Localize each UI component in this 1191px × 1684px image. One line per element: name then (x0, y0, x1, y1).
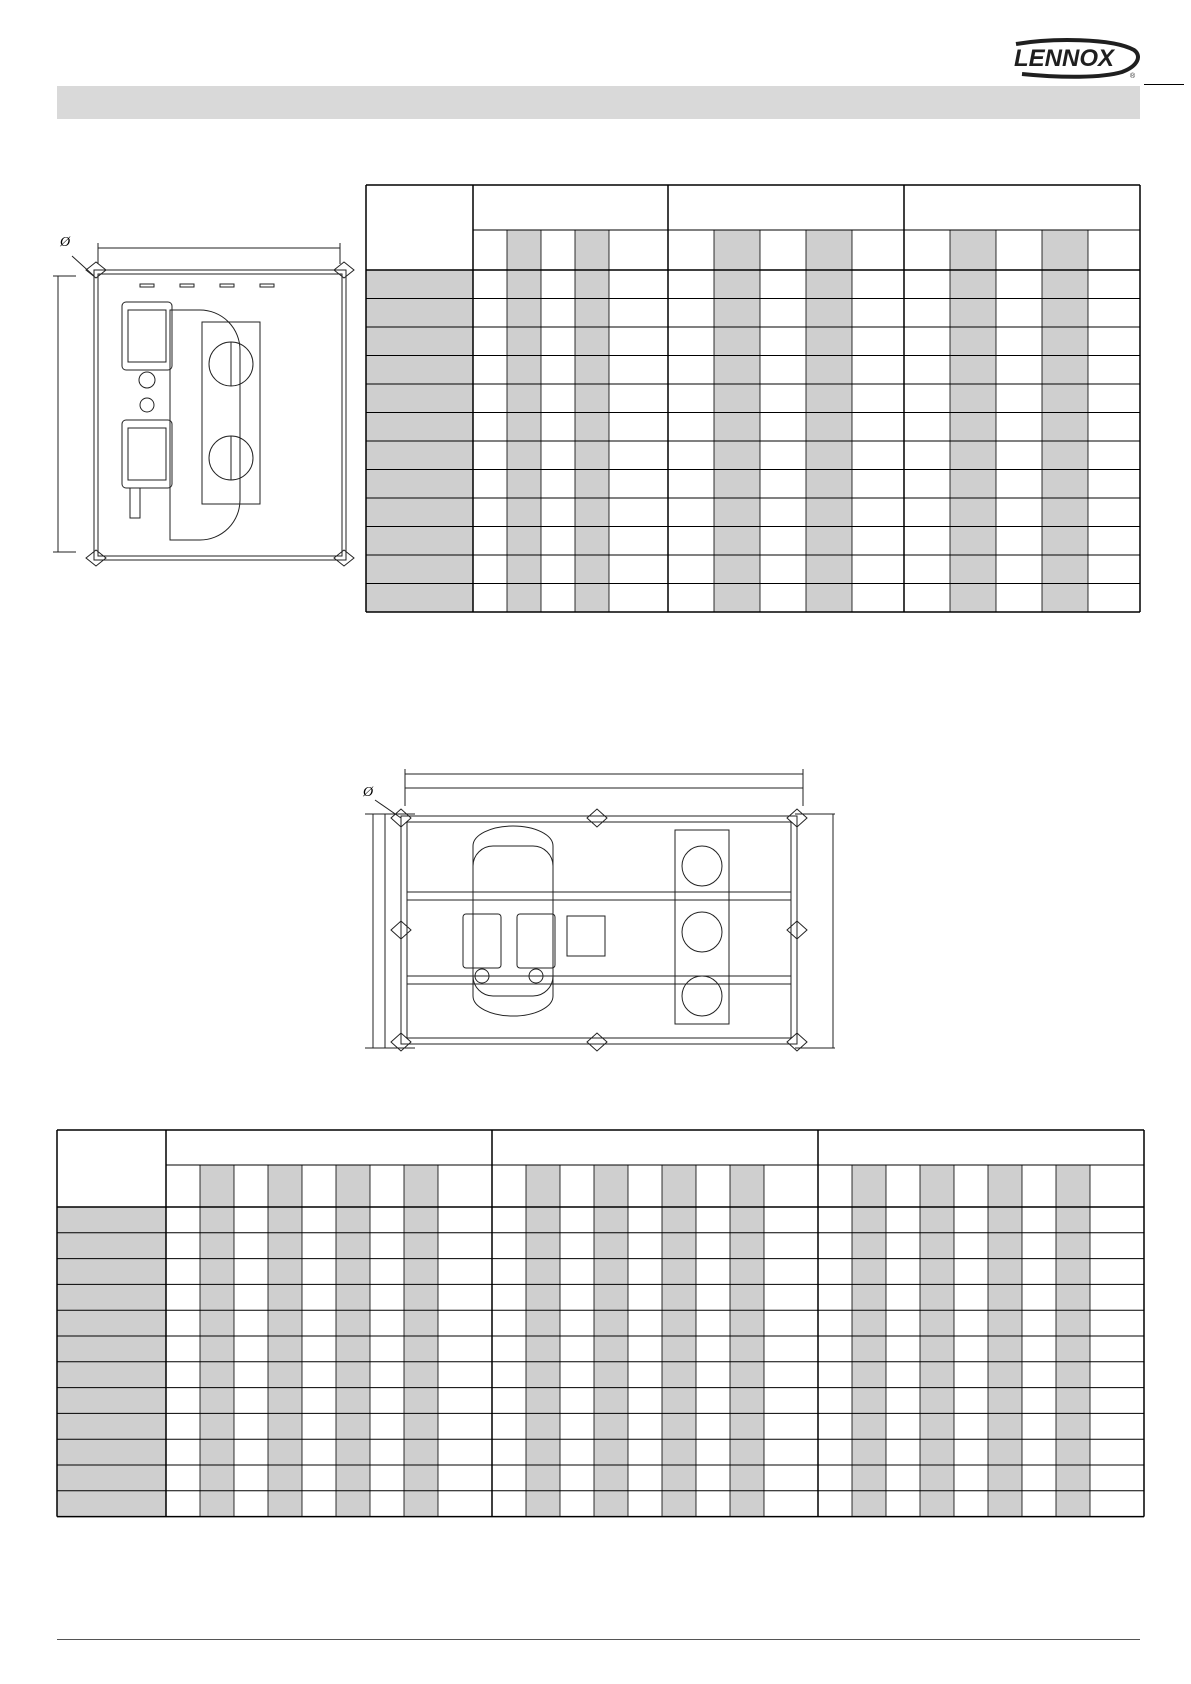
shaded-column (404, 1165, 438, 1517)
top-dimension-table (366, 185, 1142, 615)
row-label-cell (57, 1336, 166, 1362)
row-label-cell (366, 441, 473, 470)
shaded-column (594, 1165, 628, 1517)
shaded-column (200, 1165, 234, 1517)
row-label-cell (57, 1439, 166, 1465)
row-label-cell (57, 1207, 166, 1233)
shaded-column (730, 1165, 764, 1517)
header-band (57, 86, 1140, 119)
shaded-column (526, 1165, 560, 1517)
lennox-logo (1002, 36, 1142, 80)
logo-registered-mark: ® (1130, 73, 1136, 80)
row-label-cell (57, 1259, 166, 1285)
logo-wordmark: LENNOX (1014, 45, 1115, 72)
row-label-cell (366, 356, 473, 385)
row-label-cell (366, 384, 473, 413)
row-label-cell (366, 299, 473, 328)
row-label-cell (57, 1233, 166, 1259)
shaded-column (920, 1165, 954, 1517)
shaded-column (988, 1165, 1022, 1517)
row-label-cell (57, 1465, 166, 1491)
row-label-cell (366, 327, 473, 356)
bottom-diameter-symbol: Ø (363, 785, 374, 800)
shaded-column (852, 1165, 886, 1517)
footer-rule (57, 1639, 1140, 1640)
row-label-cell (366, 470, 473, 499)
row-label-cell (366, 413, 473, 442)
shaded-column (336, 1165, 370, 1517)
row-label-cell (57, 1413, 166, 1439)
row-label-cell (366, 498, 473, 527)
top-unit-drawing (50, 235, 360, 570)
row-label-cell (366, 584, 473, 613)
shaded-column (662, 1165, 696, 1517)
bottom-unit-drawing (355, 766, 835, 1076)
bottom-dimension-table (57, 1130, 1147, 1560)
shaded-column (1056, 1165, 1090, 1517)
row-label-cell (57, 1310, 166, 1336)
header-rule (1144, 84, 1184, 85)
row-label-cell (366, 527, 473, 556)
row-label-cell (57, 1388, 166, 1414)
shaded-column (268, 1165, 302, 1517)
row-label-cell (57, 1491, 166, 1517)
row-label-cell (57, 1362, 166, 1388)
top-diameter-symbol: Ø (60, 235, 71, 250)
row-label-cell (366, 270, 473, 299)
row-label-cell (366, 555, 473, 584)
row-label-cell (57, 1284, 166, 1310)
